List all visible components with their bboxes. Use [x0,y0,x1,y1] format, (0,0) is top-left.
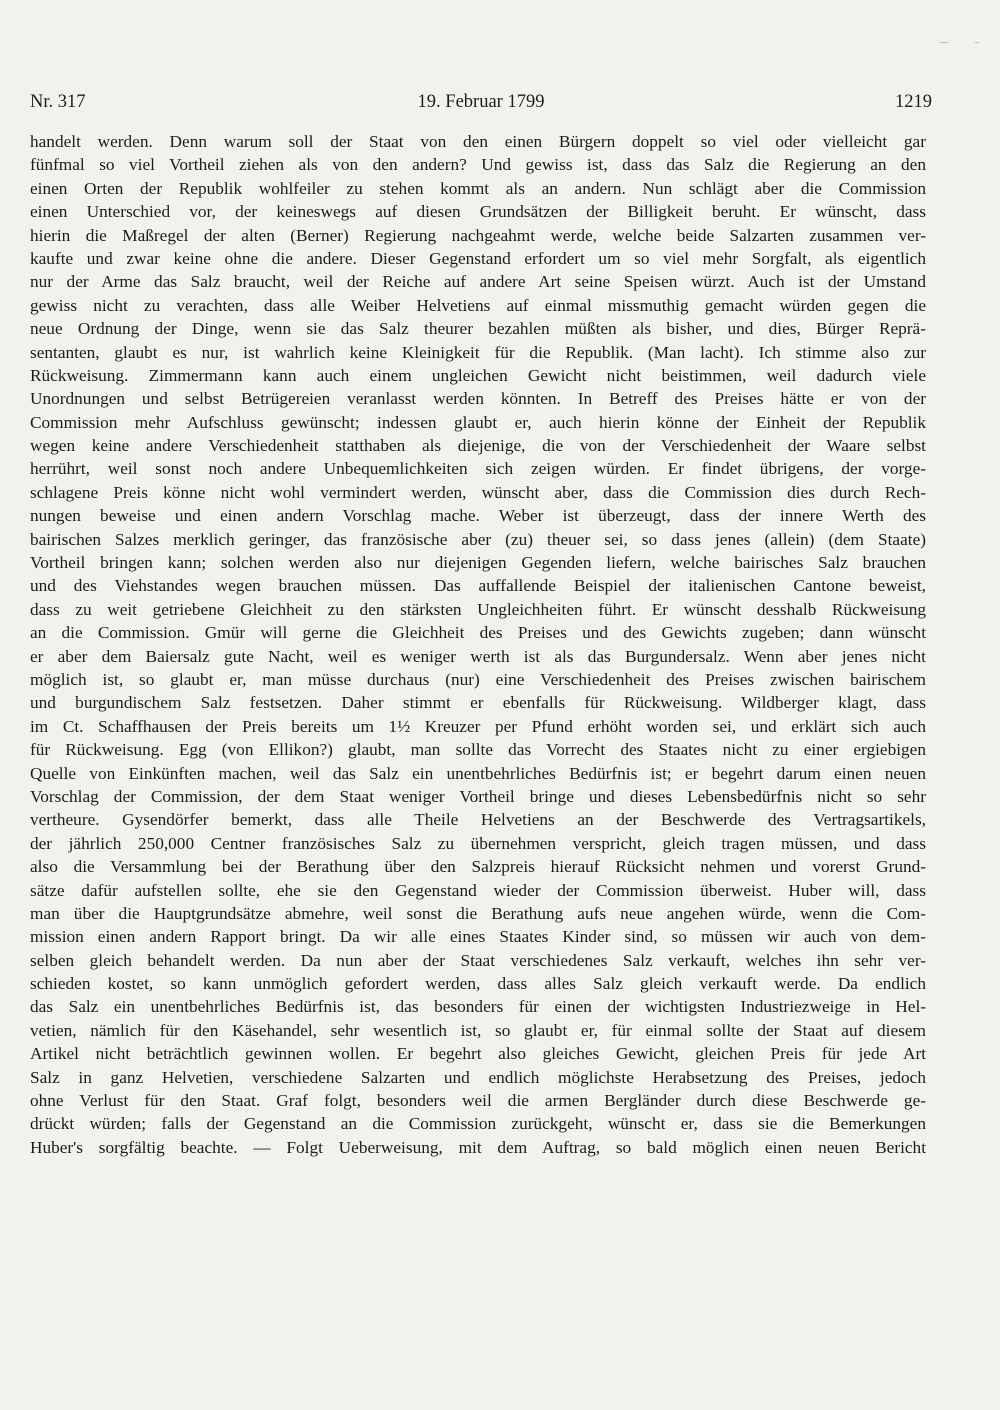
scan-mark [975,42,979,43]
text-line: sätze dafür aufstellen sollte, ehe sie den Gegenstand wieder der Commission überweist. Huber will, dass [30,880,926,900]
text-line: nur der Arme das Salz braucht, weil der Reiche auf andere Art seine Speisen würzt. Auch ist der Umstand [30,272,926,292]
text-line: das Salz ein unentbehrliches Bedürfnis ist, das besonders für einen der wichtigsten Industriezweige in Hel- [30,997,926,1017]
text-line: im Ct. Schaffhausen der Preis bereits um 1½ Kreuzer per Pfund erhöht worden sei, und erklärt sich auch [30,716,926,736]
text-line: fünfmal so viel Vortheil ziehen als von den andern? Und gewiss ist, dass das Salz die Regierung an den [30,155,926,175]
text-line: Huber's sorgfältig beachte. — Folgt Ueberweisung, mit dem Auftrag, so bald möglich einen neuen Bericht [30,1137,926,1157]
page-header [30,92,932,118]
text-line: Artikel nicht beträchtlich gewinnen wollen. Er begehrt also gleiches Gewicht, gleichen Preis für jede Art [30,1044,926,1064]
text-line: Unordnungen und selbst Betrügereien veranlasst werden könnten. In Betreff des Preises hätte er von der [30,389,926,409]
text-line: ohne Verlust für den Staat. Graf folgt, besonders weil die armen Bergländer durch diese Beschwerde ge- [30,1091,926,1111]
text-line: Rückweisung. Zimmermann kann auch einem ungleichen Gewicht nicht beistimmen, weil dadurch viele [30,365,926,385]
text-line: selben gleich behandelt werden. Da nun aber der Staat verschiedenes Salz verkauft, welches ihn sehr ver- [30,950,926,970]
text-line: an die Commission. Gmür will gerne die Gleichheit des Preises und des Gewichts zugeben; dann wünscht [30,623,926,643]
text-line: sentanten, glaubt es nur, ist wahrlich keine Kleinigkeit für die Republik. (Man lacht). Ich stimme also zur [30,342,926,362]
body-text [30,130,926,1159]
text-line: Quelle von Einkünften machen, weil das Salz ein unentbehrliches Bedürfnis ist; er begehrt darum einen neuen [30,763,926,783]
text-line: Vortheil bringen kann; solchen werden also nur diejenigen Gegenden liefern, welche bairisches Salz brauchen [30,553,926,573]
text-line: möglich ist, so glaubt er, man müsse durchaus (nur) eine Verschiedenheit des Preises zwischen bairischem [30,669,926,689]
scan-mark [940,42,948,43]
text-line: schieden kostet, so kann unmöglich gefordert werden, dass alles Salz gleich verkauft werde. Da endlich [30,974,926,994]
text-line: gewiss nicht zu verachten, dass alle Weiber Helvetiens auf einmal missmuthig gemacht würden gegen die [30,295,926,315]
text-line: hierin die Maßregel der alten (Berner) Regierung nachgeahmt werde, welche beide Salzarten zusammen ver- [30,225,926,245]
text-line: der jährlich 250,000 Centner französisches Salz zu übernehmen verspricht, gleich tragen müssen, und dass [30,833,926,853]
text-line: einen Orten der Republik wohlfeiler zu stehen kommt als an andern. Nun schlägt aber die Commission [30,178,926,198]
text-line: schlagene Preis könne nicht wohl vermindert werden, wünscht aber, dass die Commission dies durch Rech- [30,482,926,502]
text-line: handelt werden. Denn warum soll der Staat von den einen Bürgern doppelt so viel oder vielleicht gar [30,132,926,151]
text-line: vetien, nämlich für den Käsehandel, sehr wesentlich ist, so glaubt er, für einmal sollte der Staat auf diesem [30,1020,926,1040]
text-line: also die Versammlung bei der Berathung über den Salzpreis hierauf Rücksicht nehmen und vorerst Grund- [30,857,926,877]
text-line: Vorschlag der Commission, der dem Staat weniger Vortheil bringe und dieses Lebensbedürfnis nicht so sehr [30,786,926,806]
text-line: kaufte und zwar keine ohne die andere. Dieser Gegenstand erfordert um so viel mehr Sorgfalt, als eigentlich [30,248,926,268]
text-line: wegen keine andere Verschiedenheit statthaben als diejenige, die von der Verschiedenheit der Waare selbst [30,436,926,456]
text-line: drückt würden; falls der Gegenstand an die Commission zurückgeht, wünscht er, dass sie die Bemerkungen [30,1114,926,1134]
text-line: herrührt, weil sonst noch andere Unbequemlichkeiten sich zeigen würden. Er findet übrigens, der vorge- [30,459,926,479]
text-line: er aber dem Baiersalz gute Nacht, weil es weniger werth ist als das Burgundersalz. Wenn aber jenes nicht [30,646,926,666]
document-date: 19. Februar 1799 [417,92,545,112]
text-line: für Rückweisung. Egg (von Ellikon?) glaubt, man sollte das Vorrecht des Staates nicht zu einer ergiebigen [30,740,926,760]
text-line: und burgundischem Salz festsetzen. Daher stimmt er ebenfalls für Rückweisung. Wildberger klagt, dass [30,693,926,713]
page-number: 1219 [895,92,932,112]
text-line: man über die Hauptgrundsätze abmehre, weil sonst die Berathung aufs neue angehen würde, wenn die Com- [30,903,926,923]
document-number: Nr. 317 [30,92,86,112]
text-line: mission einen andern Rapport bringt. Da wir alle eines Staates Kinder sind, so müssen wir auch von dem- [30,927,926,947]
text-line: einen Unterschied vor, der keineswegs auf diesen Grundsätzen der Billigkeit beruht. Er wünscht, dass [30,202,926,222]
text-line: und des Viehstandes wegen brauchen müssen. Das auffallende Beispiel der italienischen Cantone beweist, [30,576,926,596]
text-line: nungen beweise und einen andern Vorschlag mache. Weber ist überzeugt, dass der innere Werth des [30,506,926,526]
text-line: Commission mehr Aufschluss gewünscht; indessen glaubt er, auch hierin könne der Einheit der Republik [30,412,926,432]
text-line: Salz in ganz Helvetien, verschiedene Salzarten und endlich möglichste Herabsetzung des Preises, jedoch [30,1067,926,1087]
text-line: dass zu weit getriebene Gleichheit zu den stärksten Ungleichheiten führt. Er wünscht desshalb Rückweisung [30,599,926,619]
text-line: vertheure. Gysendörfer bemerkt, dass alle Theile Helvetiens an der Beschwerde des Vertragsartikels, [30,810,926,830]
text-line: neue Ordnung der Dinge, wenn sie das Salz theurer bezahlen müßten als bisher, und dies, Bürger Reprä- [30,319,926,339]
text-line: bairischen Salzes merklich geringer, das französische aber (zu) theuer sei, so dass jenes (allein) (dem Staate) [30,529,926,549]
